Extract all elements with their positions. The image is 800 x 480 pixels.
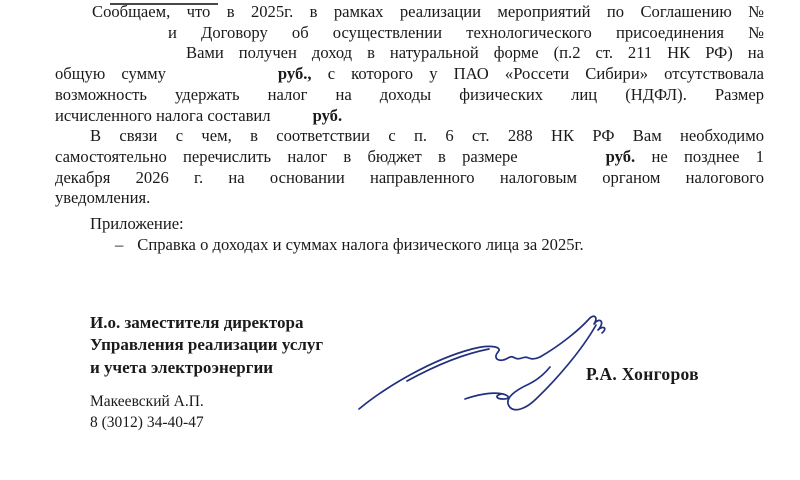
text-segment: общую сумму [55,64,166,84]
text-segment: Справка о доходах и суммах налога физического лица за 2025г. [137,234,584,254]
text-line [55,214,764,235]
paragraph-notification [55,2,764,126]
signer-title [90,312,323,379]
letter-body [55,2,764,255]
text-segment: и Договору об осуществлении технологического присоединения № [168,22,764,42]
signature-ink [352,306,622,418]
text-line [55,64,764,85]
text-segment: уведомления. [55,188,151,208]
text-line [55,168,764,189]
redacted-gap [55,36,168,38]
text-line [55,85,764,106]
text-segment: самостоятельно перечислить налог в бюджет в размере [55,146,518,166]
redacted-gap [55,56,186,58]
signer-title-line-1: И.о. заместителя директора [90,313,304,332]
signer-name: Р.А. Хонгоров [586,364,699,384]
text-segment: с которого у ПАО «Россети Сибири» отсутствовала [311,64,764,84]
contact-name: Макеевский А.П. [90,393,204,410]
redacted-gap [55,227,90,229]
text-line [55,106,764,127]
text-line [55,23,764,44]
text-segment: В связи с чем, в соответствии с п. 6 ст. 288 НК РФ Вам необходимо [90,126,764,146]
text-line [55,147,764,168]
text-line [55,188,764,209]
text-line [55,126,764,147]
redacted-gap [518,160,606,162]
redacted-gap [166,77,278,79]
text-segment: не позднее 1 [635,146,764,166]
paragraph-obligation [55,126,764,209]
text-segment: возможность удержать налог на доходы физических лиц (НДФЛ). Размер [55,84,764,104]
redacted-gap [271,119,313,121]
redacted-gap [55,139,90,141]
redacted-gap [55,15,92,17]
text-segment: руб. [312,105,343,125]
text-segment: руб. [605,146,636,166]
signer-title-line-3: и учета электроэнергии [90,357,274,377]
text-segment: декабря 2026 г. на основании направленного налоговым органом налогового [55,167,764,187]
signer-title-line-2: Управления реализации услуг [90,335,324,355]
text-segment: – [115,234,124,254]
text-segment: Приложение: [90,214,184,234]
redacted-gap [55,248,115,250]
text-segment: Вами получен доход в натуральной форме (п.2 ст. 211 НК РФ) на [186,43,764,63]
text-line [55,235,764,256]
redacted-gap [123,248,137,250]
contact-phone: 8 (3012) 34-40-47 [90,413,204,431]
text-segment: исчисленного налога составил [55,105,271,125]
text-segment: руб., [277,64,312,84]
text-segment: Сообщаем, что в 2025г. в рамках реализации мероприятий по Соглашению № [92,2,764,21]
text-line [55,2,764,23]
paragraph-attachment [55,214,764,255]
contact-block [90,392,204,433]
text-line [55,43,764,64]
